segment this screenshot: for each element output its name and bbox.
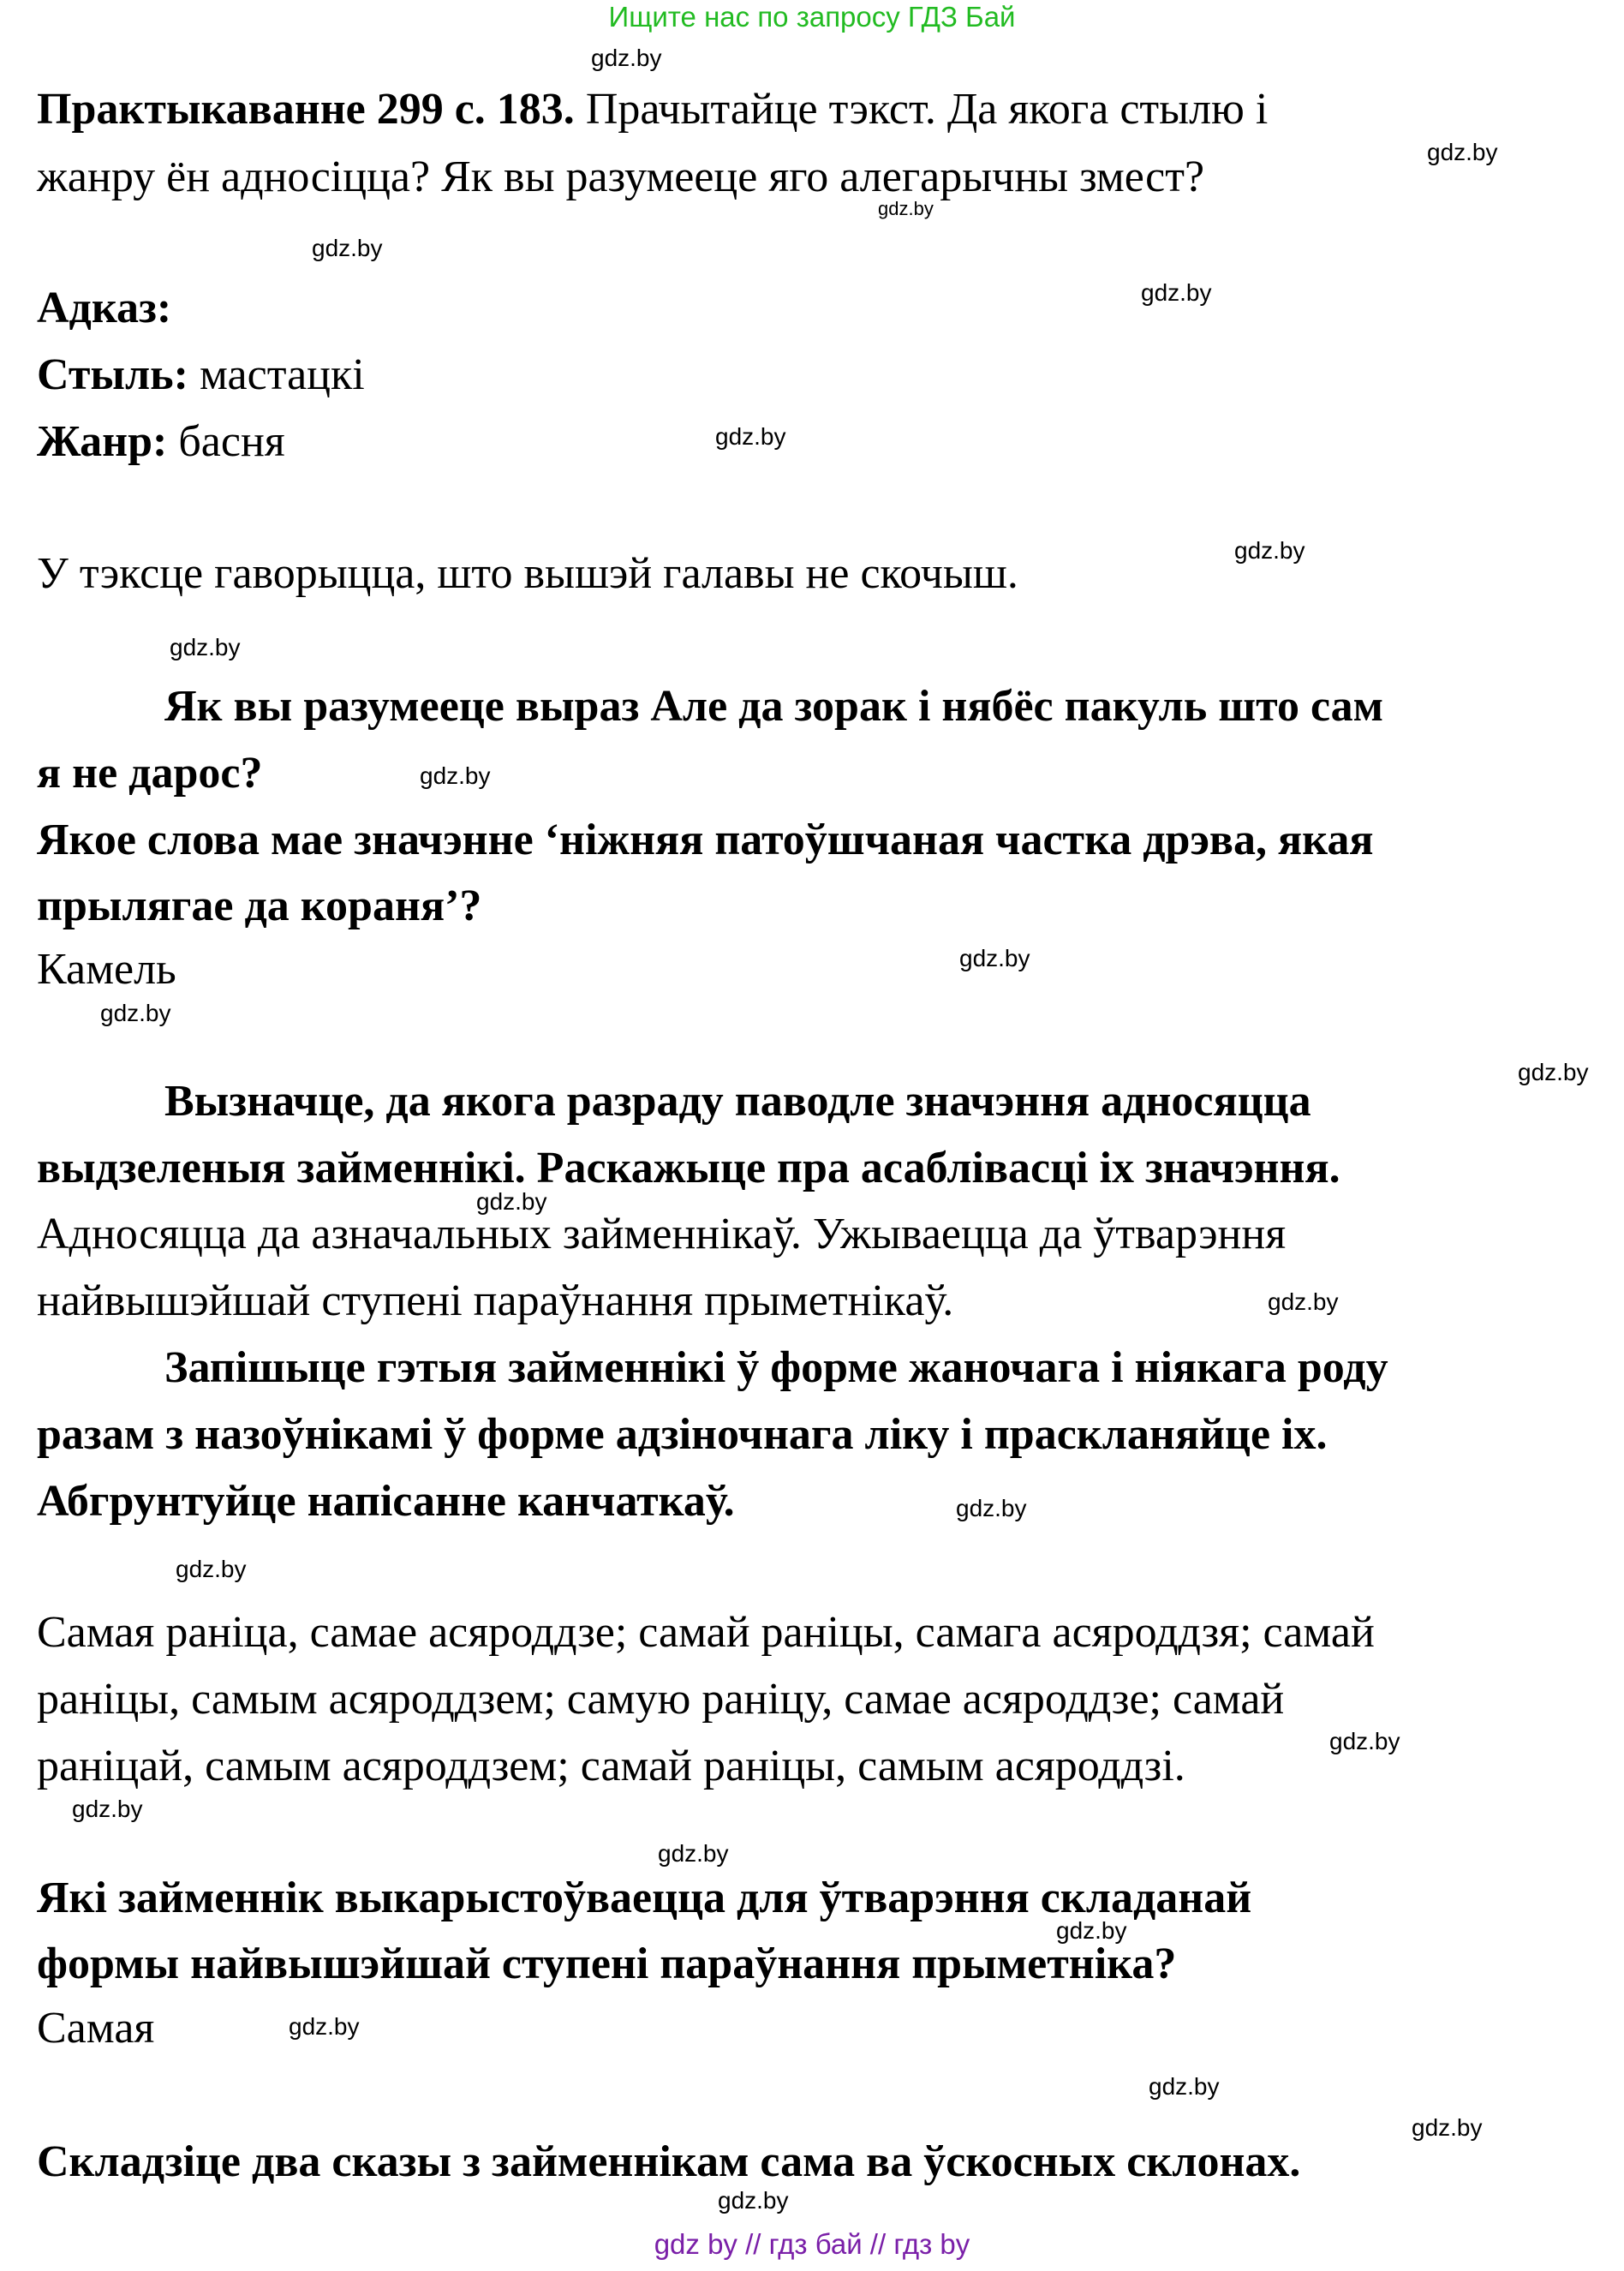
watermark: gdz.by (170, 634, 241, 660)
watermark: gdz.by (72, 1796, 143, 1822)
style-row (37, 350, 365, 401)
q4-answer-3: раніцай, самым асяроддзем; самай раніцы, самым асяроддзі. (37, 1742, 1185, 1790)
watermark: gdz.by (1149, 2073, 1220, 2100)
watermark: gdz.by (420, 762, 491, 789)
q2-line-2: прылягае да кораня’? (37, 882, 482, 930)
watermark: gdz.by (878, 198, 934, 219)
watermark: gdz.by (591, 45, 662, 71)
genre-value: басня (167, 417, 285, 466)
style-value: мастацкі (188, 350, 365, 399)
watermark: gdz.by (1056, 1917, 1127, 1944)
footer-links[interactable]: gdz by // гдз бай // гдз by (654, 2228, 970, 2260)
watermark: gdz.by (1427, 139, 1498, 165)
style-label: Стыль: (37, 350, 188, 399)
q4-line-3: Абгрунтуйце напісанне канчаткаў. (37, 1477, 735, 1526)
q3-answer-1: Адносяцца да азначальных займеннікаў. Ужываецца да ўтварэння (37, 1210, 1287, 1258)
q5-answer: Самая (37, 2004, 155, 2053)
watermark: gdz.by (715, 423, 786, 450)
watermark: gdz.by (100, 1000, 171, 1026)
q6-line-1: Складзіце два сказы з займеннікам сама ва ўскосных склонах. (37, 2137, 1301, 2186)
task-line-1 (37, 84, 1268, 135)
watermark: gdz.by (1234, 537, 1305, 564)
q4-line-2: разам з назоўнікамі ў форме адзіночнага ліку і праскланяйце іх. (37, 1410, 1328, 1459)
q4-answer-1: Самая раніца, самае асяроддзе; самай раніцы, самага асяроддзя; самай (37, 1608, 1375, 1657)
q3-answer-2: найвышэйшай ступені параўнання прыметнікаў. (37, 1276, 954, 1325)
search-hint-link[interactable]: Ищите нас по запросу ГДЗ Бай (608, 1, 1016, 33)
q4-answer-2: раніцы, самым асяроддзем; самую раніцу, самае асяроддзе; самай (37, 1675, 1285, 1724)
task-instruction: Прачытайце тэкст. Да якога стылю і (574, 85, 1269, 134)
watermark: gdz.by (959, 945, 1030, 971)
genre-label: Жанр: (37, 417, 168, 466)
q1-line-2: я не дарос? (37, 749, 263, 798)
watermark: gdz.by (312, 235, 383, 261)
watermark: gdz.by (1141, 279, 1212, 306)
genre-row (37, 416, 285, 468)
watermark: gdz.by (658, 1840, 729, 1867)
watermark: gdz.by (176, 1556, 247, 1582)
task-number: Практыкаванне 299 с. 183. (37, 85, 575, 134)
watermark: gdz.by (289, 2013, 360, 2040)
q5-line-2: формы найвышэйшай ступені параўнання прыметніка? (37, 1939, 1177, 1988)
q2-answer: Камель (37, 945, 176, 994)
q2-line-1: Якое слова мае значэнне ‘ніжняя патоўшчаная частка дрэва, якая (37, 816, 1374, 864)
task-line-2: жанру ён адносіцца? Як вы разумееце яго алегарычны змест? (37, 152, 1205, 201)
q1-line-1: Як вы разумееце выраз Але да зорак і нябёс пакуль што сам (164, 682, 1384, 731)
watermark: gdz.by (956, 1495, 1027, 1521)
watermark: gdz.by (1518, 1059, 1589, 1085)
watermark: gdz.by (1268, 1288, 1339, 1315)
answer-heading: Адказ: (37, 284, 172, 332)
q3-line-1: Вызначце, да якога разраду паводле значэння адносяцца (164, 1077, 1311, 1126)
watermark: gdz.by (476, 1188, 547, 1215)
watermark: gdz.by (1329, 1728, 1400, 1754)
q3-line-2: выдзеленыя займеннікі. Раскажыце пра асаблівасці іх значэння. (37, 1144, 1340, 1192)
watermark: gdz.by (718, 2187, 789, 2214)
meaning-text: У тэксце гаворыцца, што вышэй галавы не скочыш. (37, 549, 1018, 598)
watermark: gdz.by (1412, 2114, 1483, 2141)
q4-line-1: Запішыце гэтыя займеннікі ў форме жаночага і ніякага роду (164, 1343, 1388, 1392)
q5-line-1: Які займеннік выкарыстоўваецца для ўтварэння складанай (37, 1874, 1252, 1922)
